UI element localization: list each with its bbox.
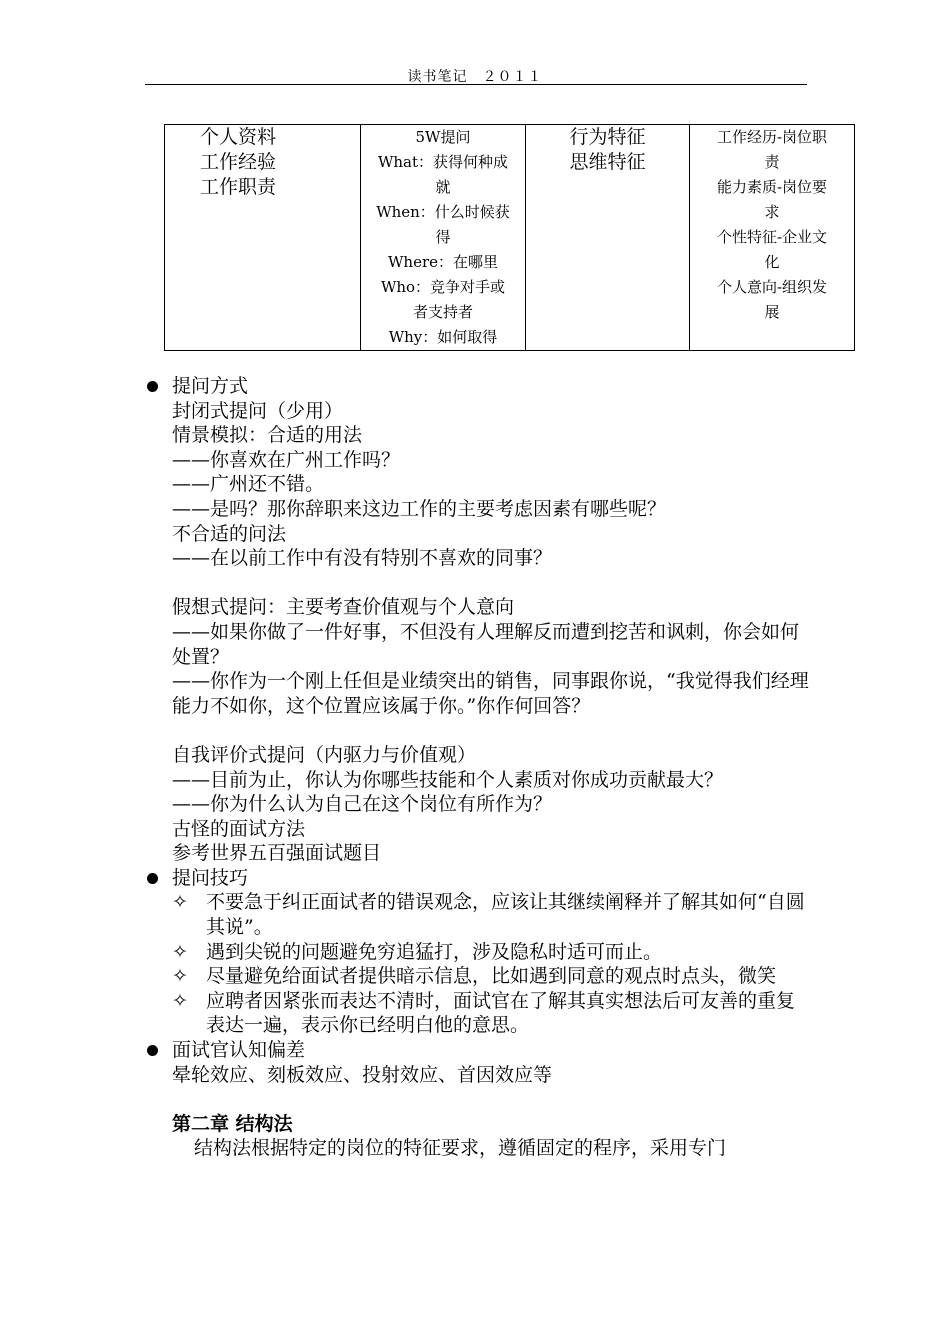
bullet-item <box>172 866 822 891</box>
paragraph: ——在以前工作中有没有特别不喜欢的同事？ <box>172 547 553 570</box>
cell-line: Who：竞争对手或 <box>380 278 506 296</box>
cell-line: 个人意向-组织发 <box>716 278 828 296</box>
paragraph: ——是吗？那你辞职来这边工作的主要考虑因素有哪些呢？ <box>172 497 667 520</box>
spacer <box>172 718 822 743</box>
section-heading: 提问方式 <box>172 375 249 397</box>
chapter-title: 第二章 结构法 <box>172 1112 293 1135</box>
paragraph: 古怪的面试方法 <box>172 817 306 840</box>
bullet-dot-icon <box>147 1045 158 1056</box>
cell-line: When：什么时候获 <box>376 203 510 221</box>
table-cell-col2 <box>361 125 526 351</box>
table-cell-col4 <box>690 125 855 351</box>
cell-line: 求 <box>764 203 780 221</box>
section-heading: 面试官认知偏差 <box>172 1039 306 1062</box>
document-body <box>172 374 822 1161</box>
cell-line: 行为特征 <box>569 126 646 148</box>
spacer <box>172 1087 822 1112</box>
paragraph: 情景模拟：合适的用法 <box>172 424 363 447</box>
diamond-star-icon: ✧ <box>172 989 188 1012</box>
paragraph: ——广州还不错。 <box>172 473 325 496</box>
tip-text: 不要急于纠正面试者的错误观念，应该让其继续阐释并了解其如何“自圆其说”。 <box>206 891 805 939</box>
cell-line: 得 <box>435 228 451 246</box>
paragraph: ——目前为止，你认为你哪些技能和个人素质对你成功贡献最大？ <box>172 768 724 791</box>
bullet-dot-icon <box>147 381 158 392</box>
tip-item <box>172 890 811 939</box>
paragraph: 参考世界五百强面试题目 <box>172 842 382 865</box>
paragraph: ——你为什么认为自己在这个岗位有所作为？ <box>172 793 553 816</box>
cell-line: 化 <box>764 253 780 271</box>
tip-item <box>172 940 811 965</box>
cell-line: What：获得何种成 <box>377 153 509 171</box>
cell-line: 5W提问 <box>415 128 471 146</box>
cell-line: 工作经验 <box>200 151 277 173</box>
header-rule <box>145 84 807 85</box>
cell-line: 能力素质-岗位要 <box>716 178 828 196</box>
bullet-item <box>172 374 822 399</box>
tip-text: 遇到尖锐的问题避免穷追猛打，涉及隐私时适可而止。 <box>206 940 663 963</box>
diamond-star-icon: ✧ <box>172 965 188 988</box>
diamond-star-icon: ✧ <box>172 940 188 963</box>
paragraph: 不合适的问法 <box>172 522 287 545</box>
cell-line: 者支持者 <box>412 303 473 321</box>
diamond-star-icon: ✧ <box>172 891 188 914</box>
tip-item <box>172 964 824 989</box>
cell-line: 责 <box>764 153 780 171</box>
paragraph: 封闭式提问（少用） <box>172 399 344 422</box>
paragraph: ——如果你做了一件好事，不但没有人理解反而遭到挖苦和讽刺，你会如何处置？ <box>172 620 800 668</box>
cell-line: Where：在哪里 <box>387 253 498 271</box>
cell-line: 就 <box>435 178 451 196</box>
cell-line: 思维特征 <box>569 151 646 173</box>
bullet-dot-icon <box>147 873 158 884</box>
paragraph: 自我评价式提问（内驱力与价值观） <box>172 743 477 766</box>
spacer <box>172 571 822 596</box>
tip-item <box>172 989 811 1038</box>
info-table <box>164 124 855 351</box>
paragraph: 晕轮效应、刻板效应、投射效应、首因效应等 <box>172 1063 553 1086</box>
paragraph: 假想式提问：主要考查价值观与个人意向 <box>172 596 515 619</box>
cell-line: 工作经历-岗位职 <box>716 128 828 146</box>
cell-line: 个人资料 <box>200 126 277 148</box>
bullet-item <box>172 1038 822 1063</box>
paragraph: 结构法根据特定的岗位的特征要求，遵循固定的程序，采用专门 <box>194 1137 727 1160</box>
section-heading: 提问技巧 <box>172 866 249 889</box>
cell-line: 展 <box>764 303 780 321</box>
table-cell-col1 <box>165 125 361 351</box>
cell-line: Why：如何取得 <box>388 328 498 346</box>
tip-text: 应聘者因紧张而表达不清时，面试官在了解其真实想法后可友善的重复表达一遍，表示你已经明白他的意思。 <box>206 989 796 1037</box>
table-cell-col3 <box>526 125 690 351</box>
page-header: 读书笔记 ２０１１ <box>407 69 543 85</box>
paragraph: ——你喜欢在广州工作吗？ <box>172 448 401 471</box>
tip-text: 尽量避免给面试者提供暗示信息，比如遇到同意的观点时点头，微笑 <box>206 965 777 988</box>
cell-line: 个性特征-企业文 <box>716 228 828 246</box>
cell-line: 工作职责 <box>200 176 277 198</box>
paragraph: ——你作为一个刚上任但是业绩突出的销售，同事跟你说，“我觉得我们经理能力不如你，这个位置应该属于你。”你作何回答？ <box>172 670 809 717</box>
